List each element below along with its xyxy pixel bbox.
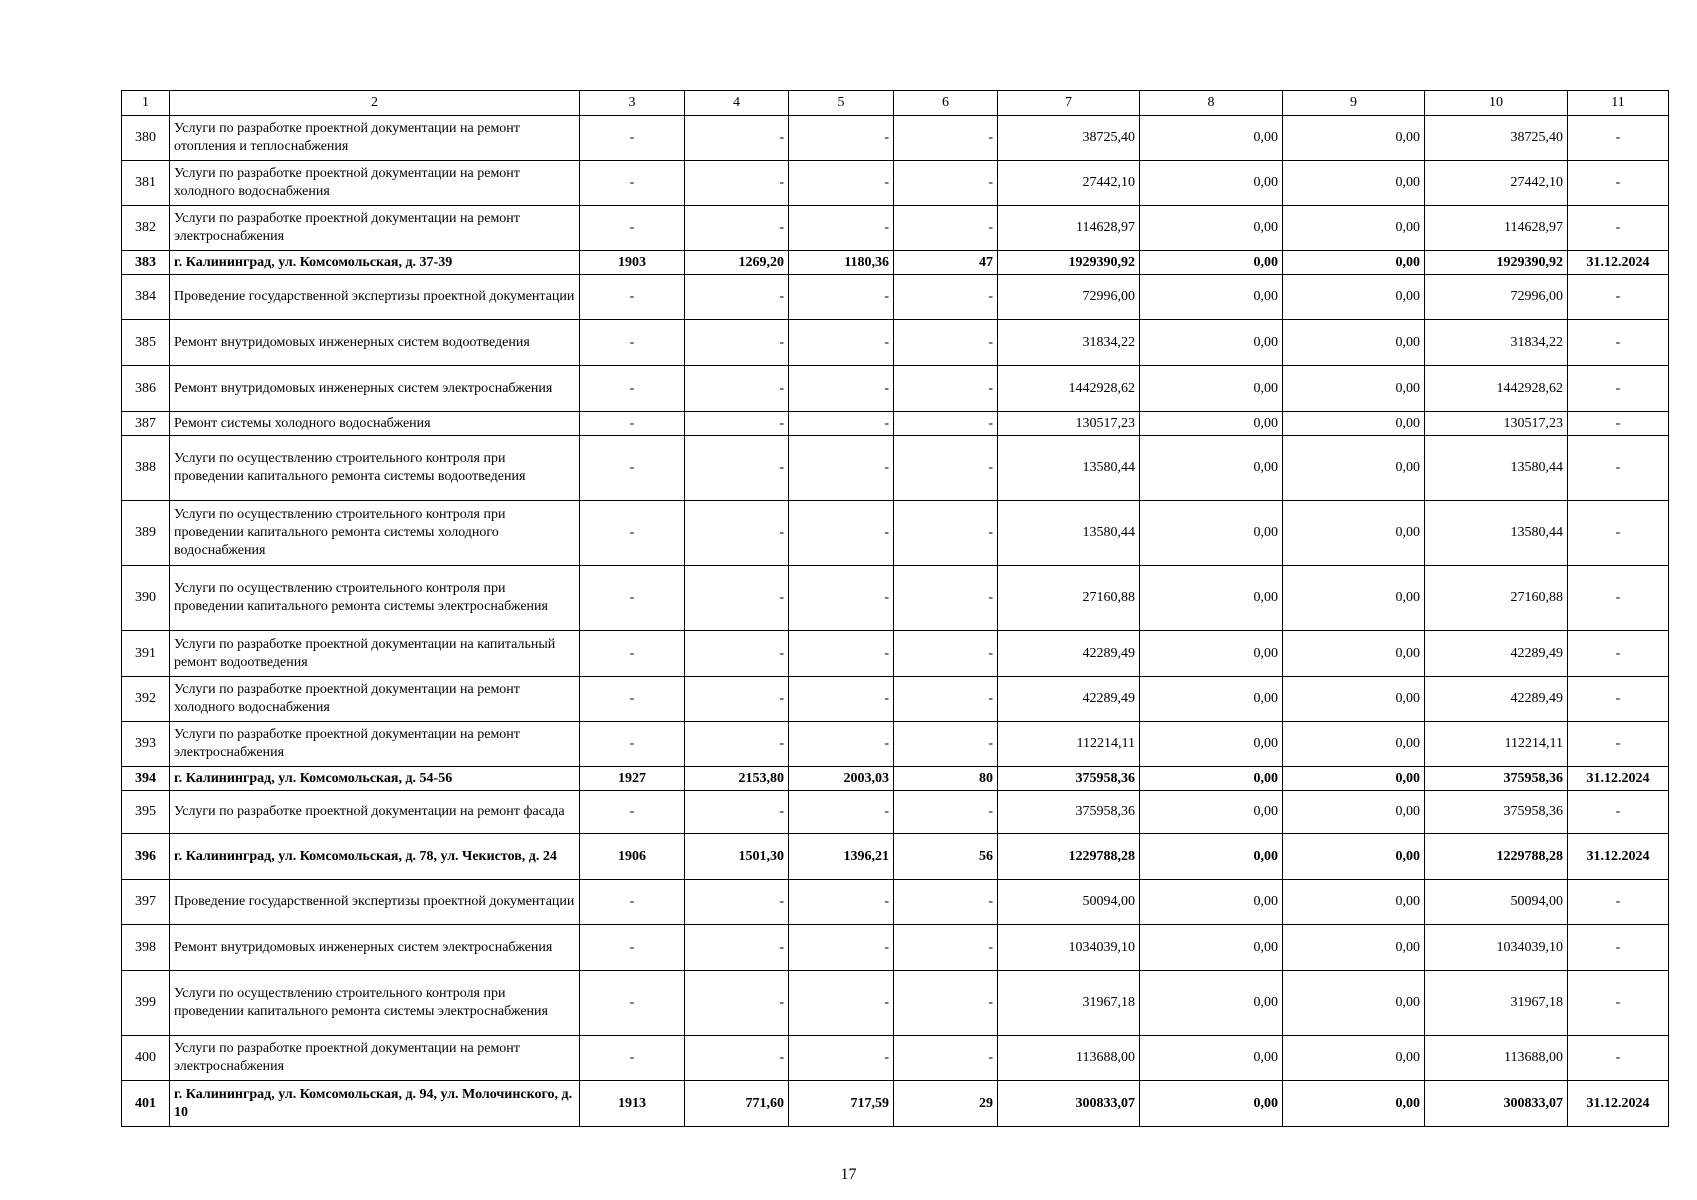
cost-col8-cell: 0,00 xyxy=(1140,791,1283,834)
deadline-cell: 31.12.2024 xyxy=(1568,1081,1669,1127)
row-number-cell: 382 xyxy=(122,206,170,251)
cost-col9-cell: 0,00 xyxy=(1283,722,1425,767)
area-total-cell: - xyxy=(685,925,789,971)
table-row xyxy=(122,501,1669,566)
year-cell: - xyxy=(580,1036,685,1081)
header-cell: 11 xyxy=(1568,91,1669,116)
area-living-cell: 1180,36 xyxy=(789,251,894,275)
deadline-cell: - xyxy=(1568,501,1669,566)
cost-col9-cell: 0,00 xyxy=(1283,320,1425,366)
row-number-cell: 398 xyxy=(122,925,170,971)
year-cell: - xyxy=(580,971,685,1036)
area-living-cell: - xyxy=(789,436,894,501)
year-cell: - xyxy=(580,925,685,971)
cost-total-cell: 1929390,92 xyxy=(998,251,1140,275)
area-total-cell: - xyxy=(685,566,789,631)
cost-col9-cell: 0,00 xyxy=(1283,1081,1425,1127)
residents-cell: - xyxy=(894,412,998,436)
cost-col9-cell: 0,00 xyxy=(1283,251,1425,275)
cost-col8-cell: 0,00 xyxy=(1140,1081,1283,1127)
item-name-cell: г. Калининград, ул. Комсомольская, д. 54-56 xyxy=(170,767,580,791)
deadline-cell: - xyxy=(1568,791,1669,834)
cost-total-cell: 13580,44 xyxy=(998,436,1140,501)
year-cell: - xyxy=(580,412,685,436)
deadline-cell: - xyxy=(1568,566,1669,631)
residents-cell: 56 xyxy=(894,834,998,880)
area-living-cell: - xyxy=(789,1036,894,1081)
cost-col9-cell: 0,00 xyxy=(1283,116,1425,161)
cost-col9-cell: 0,00 xyxy=(1283,161,1425,206)
item-name-cell: Услуги по осуществлению строительного контроля при проведении капитального ремонта системы электроснабжения xyxy=(170,971,580,1036)
deadline-cell: - xyxy=(1568,880,1669,925)
residents-cell: 29 xyxy=(894,1081,998,1127)
cost-col8-cell: 0,00 xyxy=(1140,880,1283,925)
cost-col9-cell: 0,00 xyxy=(1283,366,1425,412)
year-cell: - xyxy=(580,275,685,320)
cost-col10-cell: 130517,23 xyxy=(1425,412,1568,436)
address-row xyxy=(122,767,1669,791)
cost-col10-cell: 300833,07 xyxy=(1425,1081,1568,1127)
header-cell: 4 xyxy=(685,91,789,116)
area-total-cell: - xyxy=(685,116,789,161)
header-cell: 8 xyxy=(1140,91,1283,116)
item-name-cell: Услуги по разработке проектной документации на ремонт холодного водоснабжения xyxy=(170,677,580,722)
header-cell: 2 xyxy=(170,91,580,116)
deadline-cell: - xyxy=(1568,320,1669,366)
table-row xyxy=(122,366,1669,412)
year-cell: 1927 xyxy=(580,767,685,791)
cost-col9-cell: 0,00 xyxy=(1283,436,1425,501)
table-row xyxy=(122,722,1669,767)
area-living-cell: - xyxy=(789,161,894,206)
row-number-cell: 395 xyxy=(122,791,170,834)
row-number-cell: 380 xyxy=(122,116,170,161)
cost-col8-cell: 0,00 xyxy=(1140,767,1283,791)
deadline-cell: - xyxy=(1568,436,1669,501)
deadline-cell: - xyxy=(1568,971,1669,1036)
residents-cell: - xyxy=(894,1036,998,1081)
area-living-cell: 2003,03 xyxy=(789,767,894,791)
cost-col9-cell: 0,00 xyxy=(1283,880,1425,925)
cost-col8-cell: 0,00 xyxy=(1140,366,1283,412)
cost-col10-cell: 31967,18 xyxy=(1425,971,1568,1036)
cost-col9-cell: 0,00 xyxy=(1283,971,1425,1036)
residents-cell: - xyxy=(894,631,998,677)
cost-col10-cell: 375958,36 xyxy=(1425,767,1568,791)
cost-col10-cell: 1929390,92 xyxy=(1425,251,1568,275)
item-name-cell: Услуги по разработке проектной документации на ремонт фасада xyxy=(170,791,580,834)
area-living-cell: 1396,21 xyxy=(789,834,894,880)
area-total-cell: - xyxy=(685,366,789,412)
cost-total-cell: 1034039,10 xyxy=(998,925,1140,971)
item-name-cell: Услуги по разработке проектной документации на ремонт электроснабжения xyxy=(170,206,580,251)
item-name-cell: г. Калининград, ул. Комсомольская, д. 37-39 xyxy=(170,251,580,275)
residents-cell: - xyxy=(894,116,998,161)
row-number-cell: 391 xyxy=(122,631,170,677)
cost-col8-cell: 0,00 xyxy=(1140,275,1283,320)
table-row xyxy=(122,116,1669,161)
header-cell: 10 xyxy=(1425,91,1568,116)
cost-col10-cell: 13580,44 xyxy=(1425,501,1568,566)
deadline-cell: - xyxy=(1568,206,1669,251)
year-cell: - xyxy=(580,436,685,501)
area-total-cell: 771,60 xyxy=(685,1081,789,1127)
item-name-cell: Услуги по разработке проектной документации на ремонт отопления и теплоснабжения xyxy=(170,116,580,161)
deadline-cell: - xyxy=(1568,631,1669,677)
area-living-cell: - xyxy=(789,971,894,1036)
cost-col8-cell: 0,00 xyxy=(1140,1036,1283,1081)
year-cell: - xyxy=(580,206,685,251)
row-number-cell: 384 xyxy=(122,275,170,320)
header-cell: 9 xyxy=(1283,91,1425,116)
cost-col10-cell: 38725,40 xyxy=(1425,116,1568,161)
year-cell: - xyxy=(580,320,685,366)
area-total-cell: 2153,80 xyxy=(685,767,789,791)
year-cell: - xyxy=(580,501,685,566)
deadline-cell: - xyxy=(1568,116,1669,161)
table-row xyxy=(122,677,1669,722)
cost-total-cell: 31834,22 xyxy=(998,320,1140,366)
row-number-cell: 396 xyxy=(122,834,170,880)
deadline-cell: - xyxy=(1568,366,1669,412)
cost-col10-cell: 72996,00 xyxy=(1425,275,1568,320)
cost-col8-cell: 0,00 xyxy=(1140,722,1283,767)
cost-col9-cell: 0,00 xyxy=(1283,631,1425,677)
residents-cell: - xyxy=(894,366,998,412)
table-row xyxy=(122,631,1669,677)
cost-col8-cell: 0,00 xyxy=(1140,161,1283,206)
area-total-cell: - xyxy=(685,971,789,1036)
area-total-cell: - xyxy=(685,161,789,206)
cost-total-cell: 13580,44 xyxy=(998,501,1140,566)
table-row xyxy=(122,791,1669,834)
residents-cell: - xyxy=(894,161,998,206)
row-number-cell: 389 xyxy=(122,501,170,566)
residents-cell: - xyxy=(894,501,998,566)
cost-total-cell: 42289,49 xyxy=(998,677,1140,722)
table-row xyxy=(122,161,1669,206)
cost-col8-cell: 0,00 xyxy=(1140,436,1283,501)
area-living-cell: - xyxy=(789,275,894,320)
row-number-cell: 387 xyxy=(122,412,170,436)
year-cell: - xyxy=(580,366,685,412)
item-name-cell: Проведение государственной экспертизы проектной документации xyxy=(170,275,580,320)
cost-total-cell: 72996,00 xyxy=(998,275,1140,320)
cost-col10-cell: 375958,36 xyxy=(1425,791,1568,834)
header-cell: 3 xyxy=(580,91,685,116)
cost-col8-cell: 0,00 xyxy=(1140,677,1283,722)
cost-col10-cell: 112214,11 xyxy=(1425,722,1568,767)
deadline-cell: - xyxy=(1568,412,1669,436)
cost-total-cell: 113688,00 xyxy=(998,1036,1140,1081)
area-living-cell: - xyxy=(789,366,894,412)
row-number-cell: 383 xyxy=(122,251,170,275)
deadline-cell: - xyxy=(1568,677,1669,722)
table-row xyxy=(122,971,1669,1036)
area-total-cell: - xyxy=(685,791,789,834)
year-cell: - xyxy=(580,880,685,925)
area-total-cell: - xyxy=(685,677,789,722)
item-name-cell: Проведение государственной экспертизы проектной документации xyxy=(170,880,580,925)
cost-col8-cell: 0,00 xyxy=(1140,116,1283,161)
cost-col9-cell: 0,00 xyxy=(1283,767,1425,791)
cost-total-cell: 130517,23 xyxy=(998,412,1140,436)
cost-total-cell: 114628,97 xyxy=(998,206,1140,251)
cost-total-cell: 112214,11 xyxy=(998,722,1140,767)
deadline-cell: - xyxy=(1568,161,1669,206)
row-number-cell: 401 xyxy=(122,1081,170,1127)
deadline-cell: - xyxy=(1568,275,1669,320)
cost-col8-cell: 0,00 xyxy=(1140,631,1283,677)
page-number: 17 xyxy=(840,1166,857,1183)
header-cell: 1 xyxy=(122,91,170,116)
row-number-cell: 388 xyxy=(122,436,170,501)
residents-cell: - xyxy=(894,206,998,251)
table-row xyxy=(122,880,1669,925)
area-living-cell: - xyxy=(789,722,894,767)
table-row xyxy=(122,412,1669,436)
cost-col10-cell: 1442928,62 xyxy=(1425,366,1568,412)
row-number-cell: 390 xyxy=(122,566,170,631)
cost-col8-cell: 0,00 xyxy=(1140,251,1283,275)
cost-col10-cell: 13580,44 xyxy=(1425,436,1568,501)
cost-col8-cell: 0,00 xyxy=(1140,412,1283,436)
item-name-cell: г. Калининград, ул. Комсомольская, д. 94, ул. Молочинского, д. 10 xyxy=(170,1081,580,1127)
residents-cell: - xyxy=(894,320,998,366)
cost-col10-cell: 1034039,10 xyxy=(1425,925,1568,971)
year-cell: 1913 xyxy=(580,1081,685,1127)
table-row xyxy=(122,925,1669,971)
cost-total-cell: 42289,49 xyxy=(998,631,1140,677)
cost-col9-cell: 0,00 xyxy=(1283,412,1425,436)
cost-col10-cell: 1229788,28 xyxy=(1425,834,1568,880)
area-living-cell: - xyxy=(789,501,894,566)
item-name-cell: Услуги по разработке проектной документации на ремонт электроснабжения xyxy=(170,1036,580,1081)
residents-cell: 80 xyxy=(894,767,998,791)
area-living-cell: - xyxy=(789,412,894,436)
residents-cell: 47 xyxy=(894,251,998,275)
area-total-cell: - xyxy=(685,722,789,767)
table-row xyxy=(122,436,1669,501)
row-number-cell: 392 xyxy=(122,677,170,722)
table-row xyxy=(122,1036,1669,1081)
row-number-cell: 393 xyxy=(122,722,170,767)
residents-cell: - xyxy=(894,925,998,971)
cost-col8-cell: 0,00 xyxy=(1140,566,1283,631)
deadline-cell: - xyxy=(1568,1036,1669,1081)
cost-col10-cell: 27442,10 xyxy=(1425,161,1568,206)
area-total-cell: 1501,30 xyxy=(685,834,789,880)
residents-cell: - xyxy=(894,880,998,925)
cost-col9-cell: 0,00 xyxy=(1283,501,1425,566)
area-total-cell: - xyxy=(685,501,789,566)
item-name-cell: Услуги по осуществлению строительного контроля при проведении капитального ремонта системы водоотведения xyxy=(170,436,580,501)
table-row xyxy=(122,320,1669,366)
area-total-cell: - xyxy=(685,631,789,677)
item-name-cell: Услуги по разработке проектной документации на ремонт холодного водоснабжения xyxy=(170,161,580,206)
cost-col9-cell: 0,00 xyxy=(1283,566,1425,631)
area-living-cell: 717,59 xyxy=(789,1081,894,1127)
year-cell: - xyxy=(580,791,685,834)
header-cell: 6 xyxy=(894,91,998,116)
residents-cell: - xyxy=(894,677,998,722)
item-name-cell: Ремонт системы холодного водоснабжения xyxy=(170,412,580,436)
area-living-cell: - xyxy=(789,206,894,251)
year-cell: - xyxy=(580,631,685,677)
residents-cell: - xyxy=(894,436,998,501)
year-cell: - xyxy=(580,566,685,631)
row-number-cell: 385 xyxy=(122,320,170,366)
cost-col9-cell: 0,00 xyxy=(1283,206,1425,251)
item-name-cell: Услуги по осуществлению строительного контроля при проведении капитального ремонта системы электроснабжения xyxy=(170,566,580,631)
cost-col8-cell: 0,00 xyxy=(1140,971,1283,1036)
deadline-cell: 31.12.2024 xyxy=(1568,251,1669,275)
year-cell: - xyxy=(580,722,685,767)
cost-col10-cell: 27160,88 xyxy=(1425,566,1568,631)
item-name-cell: Услуги по осуществлению строительного контроля при проведении капитального ремонта системы холодного водоснабжения xyxy=(170,501,580,566)
cost-col9-cell: 0,00 xyxy=(1283,275,1425,320)
cost-col10-cell: 113688,00 xyxy=(1425,1036,1568,1081)
residents-cell: - xyxy=(894,791,998,834)
deadline-cell: 31.12.2024 xyxy=(1568,834,1669,880)
year-cell: 1906 xyxy=(580,834,685,880)
address-row xyxy=(122,1081,1669,1127)
area-living-cell: - xyxy=(789,925,894,971)
area-total-cell: - xyxy=(685,320,789,366)
item-name-cell: Услуги по разработке проектной документации на капитальный ремонт водоотведения xyxy=(170,631,580,677)
cost-col8-cell: 0,00 xyxy=(1140,925,1283,971)
area-living-cell: - xyxy=(789,566,894,631)
item-name-cell: Ремонт внутридомовых инженерных систем водоотведения xyxy=(170,320,580,366)
item-name-cell: Услуги по разработке проектной документации на ремонт электроснабжения xyxy=(170,722,580,767)
cost-col10-cell: 42289,49 xyxy=(1425,631,1568,677)
row-number-cell: 394 xyxy=(122,767,170,791)
deadline-cell: - xyxy=(1568,722,1669,767)
year-cell: 1903 xyxy=(580,251,685,275)
area-total-cell: - xyxy=(685,880,789,925)
cost-total-cell: 375958,36 xyxy=(998,791,1140,834)
address-row xyxy=(122,834,1669,880)
cost-total-cell: 31967,18 xyxy=(998,971,1140,1036)
area-total-cell: - xyxy=(685,412,789,436)
area-living-cell: - xyxy=(789,320,894,366)
cost-total-cell: 50094,00 xyxy=(998,880,1140,925)
residents-cell: - xyxy=(894,275,998,320)
residents-cell: - xyxy=(894,971,998,1036)
area-total-cell: - xyxy=(685,1036,789,1081)
cost-col8-cell: 0,00 xyxy=(1140,501,1283,566)
cost-col8-cell: 0,00 xyxy=(1140,206,1283,251)
cost-col9-cell: 0,00 xyxy=(1283,1036,1425,1081)
table-row xyxy=(122,566,1669,631)
table-row xyxy=(122,206,1669,251)
residents-cell: - xyxy=(894,722,998,767)
row-number-cell: 386 xyxy=(122,366,170,412)
cost-col9-cell: 0,00 xyxy=(1283,925,1425,971)
item-name-cell: Ремонт внутридомовых инженерных систем электроснабжения xyxy=(170,925,580,971)
area-total-cell: - xyxy=(685,206,789,251)
column-number-header-row xyxy=(122,91,1669,116)
works-table xyxy=(121,90,1669,1127)
row-number-cell: 400 xyxy=(122,1036,170,1081)
year-cell: - xyxy=(580,677,685,722)
area-living-cell: - xyxy=(789,631,894,677)
cost-col9-cell: 0,00 xyxy=(1283,791,1425,834)
header-cell: 5 xyxy=(789,91,894,116)
area-living-cell: - xyxy=(789,677,894,722)
cost-col9-cell: 0,00 xyxy=(1283,677,1425,722)
area-living-cell: - xyxy=(789,116,894,161)
cost-total-cell: 300833,07 xyxy=(998,1081,1140,1127)
year-cell: - xyxy=(580,116,685,161)
table-row xyxy=(122,275,1669,320)
item-name-cell: Ремонт внутридомовых инженерных систем электроснабжения xyxy=(170,366,580,412)
address-row xyxy=(122,251,1669,275)
cost-col8-cell: 0,00 xyxy=(1140,320,1283,366)
cost-total-cell: 27442,10 xyxy=(998,161,1140,206)
cost-total-cell: 27160,88 xyxy=(998,566,1140,631)
cost-total-cell: 375958,36 xyxy=(998,767,1140,791)
area-total-cell: - xyxy=(685,436,789,501)
area-total-cell: - xyxy=(685,275,789,320)
cost-col10-cell: 114628,97 xyxy=(1425,206,1568,251)
area-living-cell: - xyxy=(789,791,894,834)
cost-col8-cell: 0,00 xyxy=(1140,834,1283,880)
row-number-cell: 397 xyxy=(122,880,170,925)
row-number-cell: 399 xyxy=(122,971,170,1036)
cost-total-cell: 1442928,62 xyxy=(998,366,1140,412)
area-total-cell: 1269,20 xyxy=(685,251,789,275)
residents-cell: - xyxy=(894,566,998,631)
cost-total-cell: 38725,40 xyxy=(998,116,1140,161)
cost-col10-cell: 42289,49 xyxy=(1425,677,1568,722)
deadline-cell: - xyxy=(1568,925,1669,971)
cost-col10-cell: 31834,22 xyxy=(1425,320,1568,366)
header-cell: 7 xyxy=(998,91,1140,116)
item-name-cell: г. Калининград, ул. Комсомольская, д. 78, ул. Чекистов, д. 24 xyxy=(170,834,580,880)
row-number-cell: 381 xyxy=(122,161,170,206)
cost-total-cell: 1229788,28 xyxy=(998,834,1140,880)
cost-col9-cell: 0,00 xyxy=(1283,834,1425,880)
year-cell: - xyxy=(580,161,685,206)
cost-col10-cell: 50094,00 xyxy=(1425,880,1568,925)
deadline-cell: 31.12.2024 xyxy=(1568,767,1669,791)
area-living-cell: - xyxy=(789,880,894,925)
